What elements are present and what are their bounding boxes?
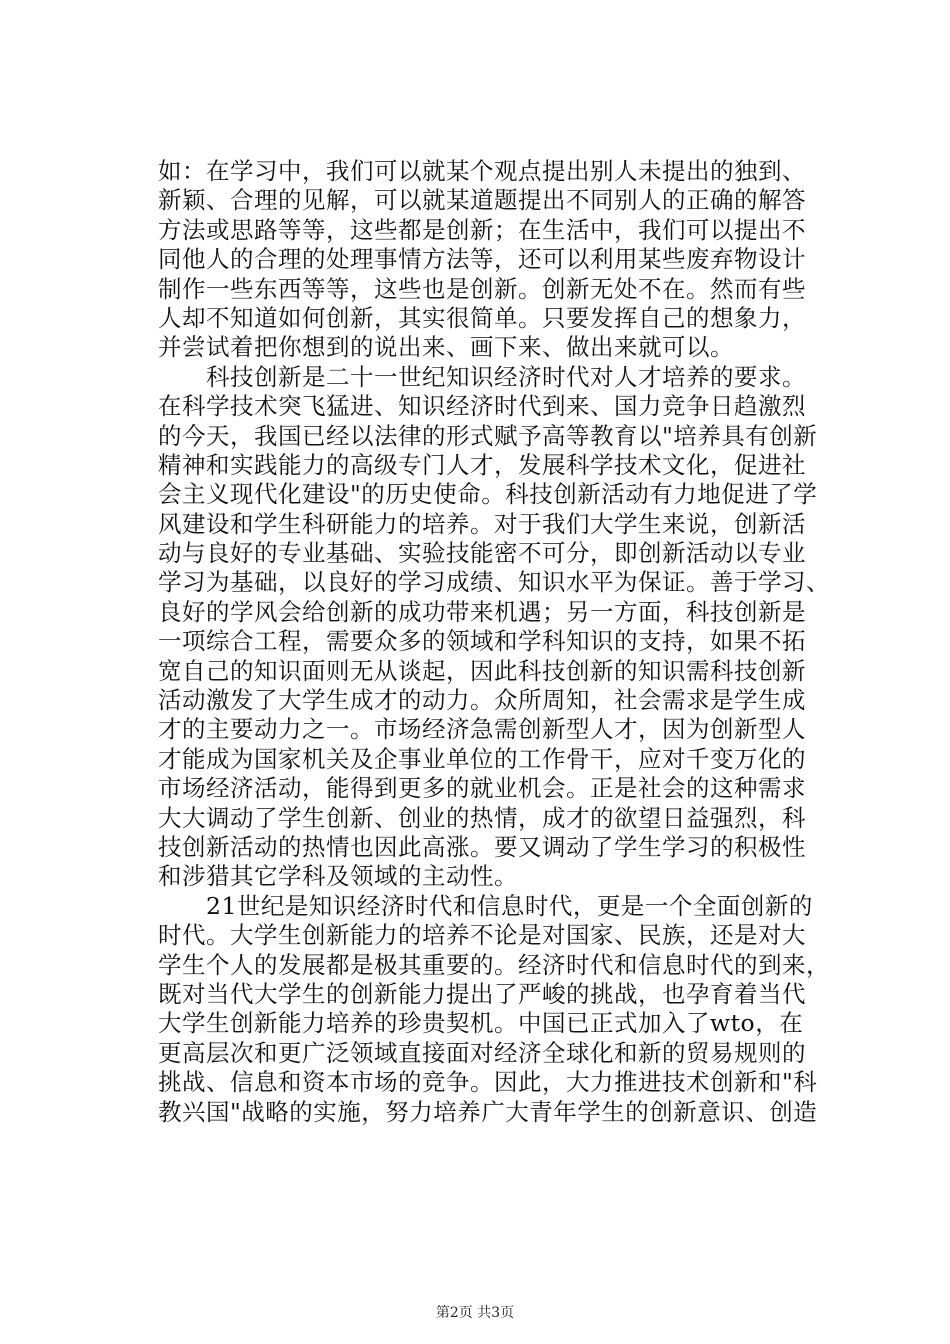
text-line: 技创新活动的热情也因此高涨。要又调动了学生学习的积极性 xyxy=(158,832,806,861)
text-line: 会主义现代化建设"的历史使命。科技创新活动有力地促进了学 xyxy=(158,480,818,509)
text-line: 新颖、合理的见解，可以就某道题提出不同别人的正确的解答 xyxy=(158,186,806,215)
text-line: 精神和实践能力的高级专门人才，发展科学技术文化，促进社 xyxy=(158,450,806,479)
text-line: 良好的学风会给创新的成功带来机遇；另一方面，科技创新是 xyxy=(158,597,806,626)
text-line: 才的主要动力之一。市场经济急需创新型人才，因为创新型人 xyxy=(158,715,806,744)
text-line: 的今天，我国已经以法律的形式赋予高等教育以"培养具有创新 xyxy=(158,421,818,450)
text-line: 学习为基础，以良好的学习成绩、知识水平为保证。善于学习、 xyxy=(158,568,830,597)
text-line: 同他人的合理的处理事情方法等，还可以利用某些废弃物设计 xyxy=(158,245,806,274)
text-line: 和涉猎其它学科及领域的主动性。 xyxy=(158,862,518,891)
text-line: 在科学技术突飞猛进、知识经济时代到来、国力竞争日趋激烈 xyxy=(158,392,806,421)
text-line: 既对当代大学生的创新能力提出了严峻的挑战，也孕育着当代 xyxy=(158,979,806,1008)
text-line: 风建设和学生科研能力的培养。对于我们大学生来说，创新活 xyxy=(158,509,806,538)
text-line: 教兴国"战略的实施，努力培养广大青年学生的创新意识、创造 xyxy=(158,1097,818,1126)
text-line: 21世纪是知识经济时代和信息时代，更是一个全面创新的 xyxy=(158,891,813,920)
text-line: 时代。大学生创新能力的培养不论是对国家、民族，还是对大 xyxy=(158,921,806,950)
text-line: 才能成为国家机关及企事业单位的工作骨干，应对千变万化的 xyxy=(158,744,806,773)
document-body xyxy=(158,157,838,1127)
text-line: 人却不知道如何创新，其实很简单。只要发挥自己的想象力， xyxy=(158,303,806,332)
text-line: 市场经济活动，能得到更多的就业机会。正是社会的这种需求 xyxy=(158,774,806,803)
text-line: 宽自己的知识面则无从谈起，因此科技创新的知识需科技创新 xyxy=(158,656,806,685)
text-line: 动与良好的专业基础、实验技能密不可分，即创新活动以专业 xyxy=(158,539,806,568)
text-line: 活动激发了大学生成才的动力。众所周知，社会需求是学生成 xyxy=(158,686,806,715)
text-line: 挑战、信息和资本市场的竞争。因此，大力推进技术创新和"科 xyxy=(158,1068,818,1097)
text-line: 学生个人的发展都是极其重要的。经济时代和信息时代的到来， xyxy=(158,950,830,979)
text-line: 如：在学习中，我们可以就某个观点提出别人未提出的独到、 xyxy=(158,157,806,185)
text-line: 更高层次和更广泛领域直接面对经济全球化和新的贸易规则的 xyxy=(158,1038,806,1067)
text-line: 大学生创新能力培养的珍贵契机。中国已正式加入了wto，在 xyxy=(158,1009,804,1038)
text-line: 科技创新是二十一世纪知识经济时代对人才培养的要求。 xyxy=(158,362,806,391)
text-line: 一项综合工程，需要众多的领域和学科知识的支持，如果不拓 xyxy=(158,627,806,656)
text-line: 方法或思路等等，这些都是创新；在生活中，我们可以提出不 xyxy=(158,215,806,244)
page-footer: 第2页 共3页 xyxy=(435,1305,515,1321)
text-line: 大大调动了学生创新、创业的热情，成才的欲望日益强烈，科 xyxy=(158,803,806,832)
text-line: 并尝试着把你想到的说出来、画下来、做出来就可以。 xyxy=(158,333,734,362)
text-line: 制作一些东西等等，这些也是创新。创新无处不在。然而有些 xyxy=(158,274,806,303)
